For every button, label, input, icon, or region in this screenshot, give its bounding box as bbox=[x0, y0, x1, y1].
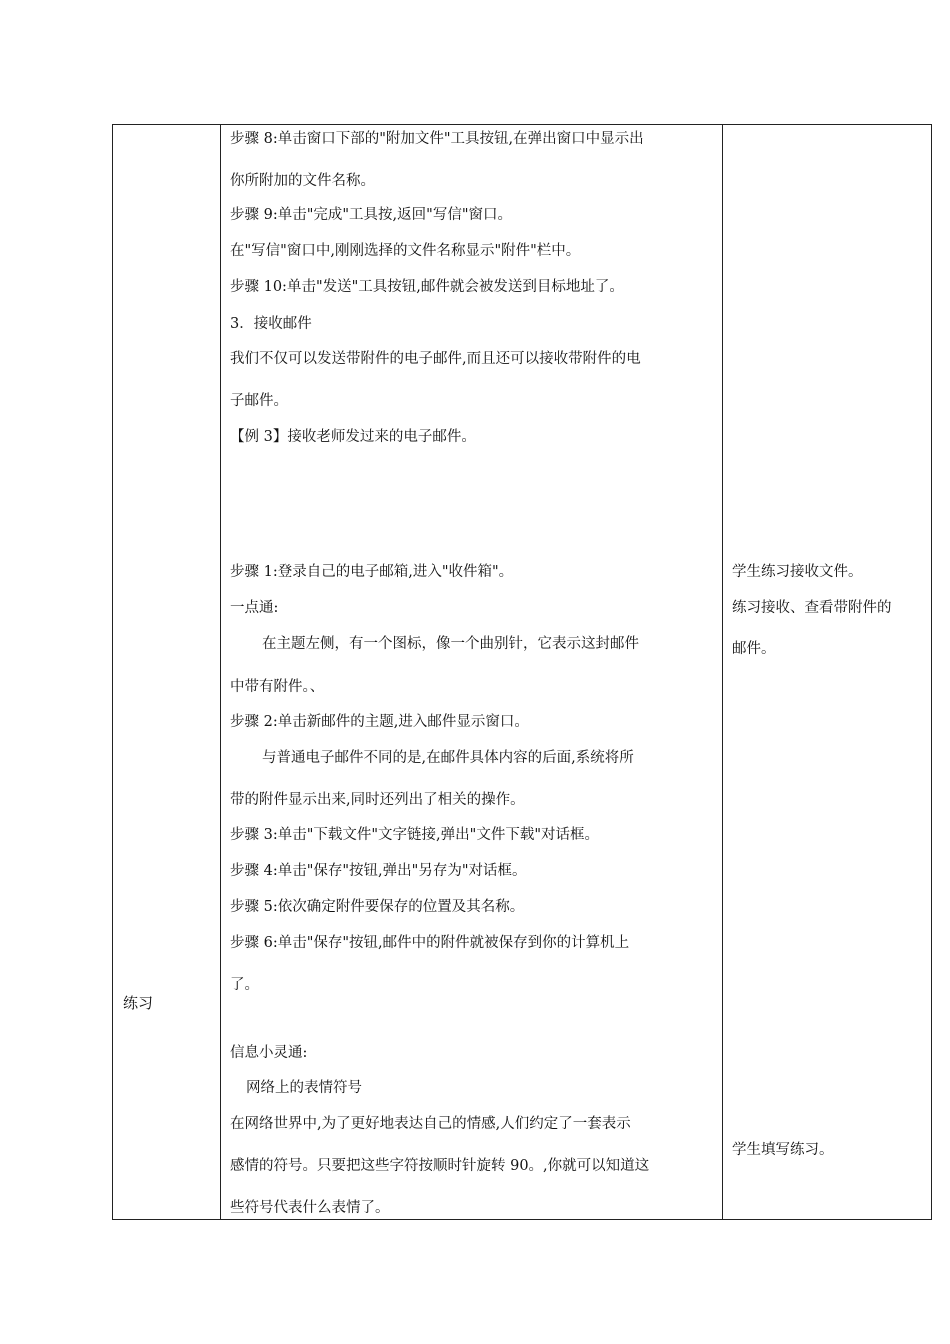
content-line: 步骤 1:登录自己的电子邮箱,进入"收件箱"。 bbox=[230, 564, 514, 580]
content-line: 与普通电子邮件不同的是,在邮件具体内容的后面,系统将所 bbox=[262, 750, 634, 766]
content-line: 你所附加的文件名称。 bbox=[230, 173, 375, 189]
section-heading: 3．接收邮件 bbox=[230, 316, 312, 332]
example-line: 【例 3】接收老师发过来的电子邮件。 bbox=[230, 429, 476, 445]
activity-line: 邮件。 bbox=[732, 641, 776, 657]
content-line: 中带有附件。、 bbox=[230, 679, 325, 695]
column-divider bbox=[220, 125, 221, 1219]
column-divider bbox=[722, 125, 723, 1219]
content-line: 信息小灵通: bbox=[230, 1045, 308, 1061]
row-label: 练习 bbox=[123, 994, 154, 1012]
content-line: 带的附件显示出来,同时还列出了相关的操作。 bbox=[230, 792, 525, 808]
content-line: 子邮件。 bbox=[230, 393, 288, 409]
content-line: 在"写信"窗口中,刚刚选择的文件名称显示"附件"栏中。 bbox=[230, 243, 581, 259]
content-line: 步骤 8:单击窗口下部的"附加文件"工具按钮,在弹出窗口中显示出 bbox=[230, 131, 644, 147]
content-line: 一点通: bbox=[230, 600, 279, 616]
activity-line: 练习接收、查看带附件的 bbox=[732, 600, 892, 616]
content-line: 步骤 9:单击"完成"工具按,返回"写信"窗口。 bbox=[230, 207, 513, 223]
lesson-table bbox=[112, 124, 932, 1220]
content-line: 步骤 4:单击"保存"按钮,弹出"另存为"对话框。 bbox=[230, 863, 527, 879]
content-line: 步骤 6:单击"保存"按钮,邮件中的附件就被保存到你的计算机上 bbox=[230, 935, 630, 951]
content-line: 步骤 5:依次确定附件要保存的位置及其名称。 bbox=[230, 899, 525, 915]
content-line: 步骤 2:单击新邮件的主题,进入邮件显示窗口。 bbox=[230, 714, 529, 730]
content-line: 了。 bbox=[230, 977, 259, 993]
activity-line: 学生填写练习。 bbox=[732, 1142, 834, 1158]
content-line: 些符号代表什么表情了。 bbox=[230, 1200, 390, 1216]
content-line: 在网络世界中,为了更好地表达自己的情感,人们约定了一套表示 bbox=[230, 1116, 631, 1132]
subheading: 网络上的表情符号 bbox=[246, 1080, 362, 1096]
content-line: 步骤 3:单击"下载文件"文字链接,弹出"文件下载"对话框。 bbox=[230, 827, 600, 843]
content-line: 我们不仅可以发送带附件的电子邮件,而且还可以接收带附件的电 bbox=[230, 351, 641, 367]
content-line: 步骤 10:单击"发送"工具按钮,邮件就会被发送到目标地址了。 bbox=[230, 279, 624, 295]
activity-line: 学生练习接收文件。 bbox=[732, 564, 863, 580]
content-line: 在主题左侧，有一个图标，像一个曲别针，它表示这封邮件 bbox=[262, 636, 639, 652]
content-line: 感情的符号。只要把这些字符按顺时针旋转 90。,你就可以知道这 bbox=[230, 1158, 650, 1174]
